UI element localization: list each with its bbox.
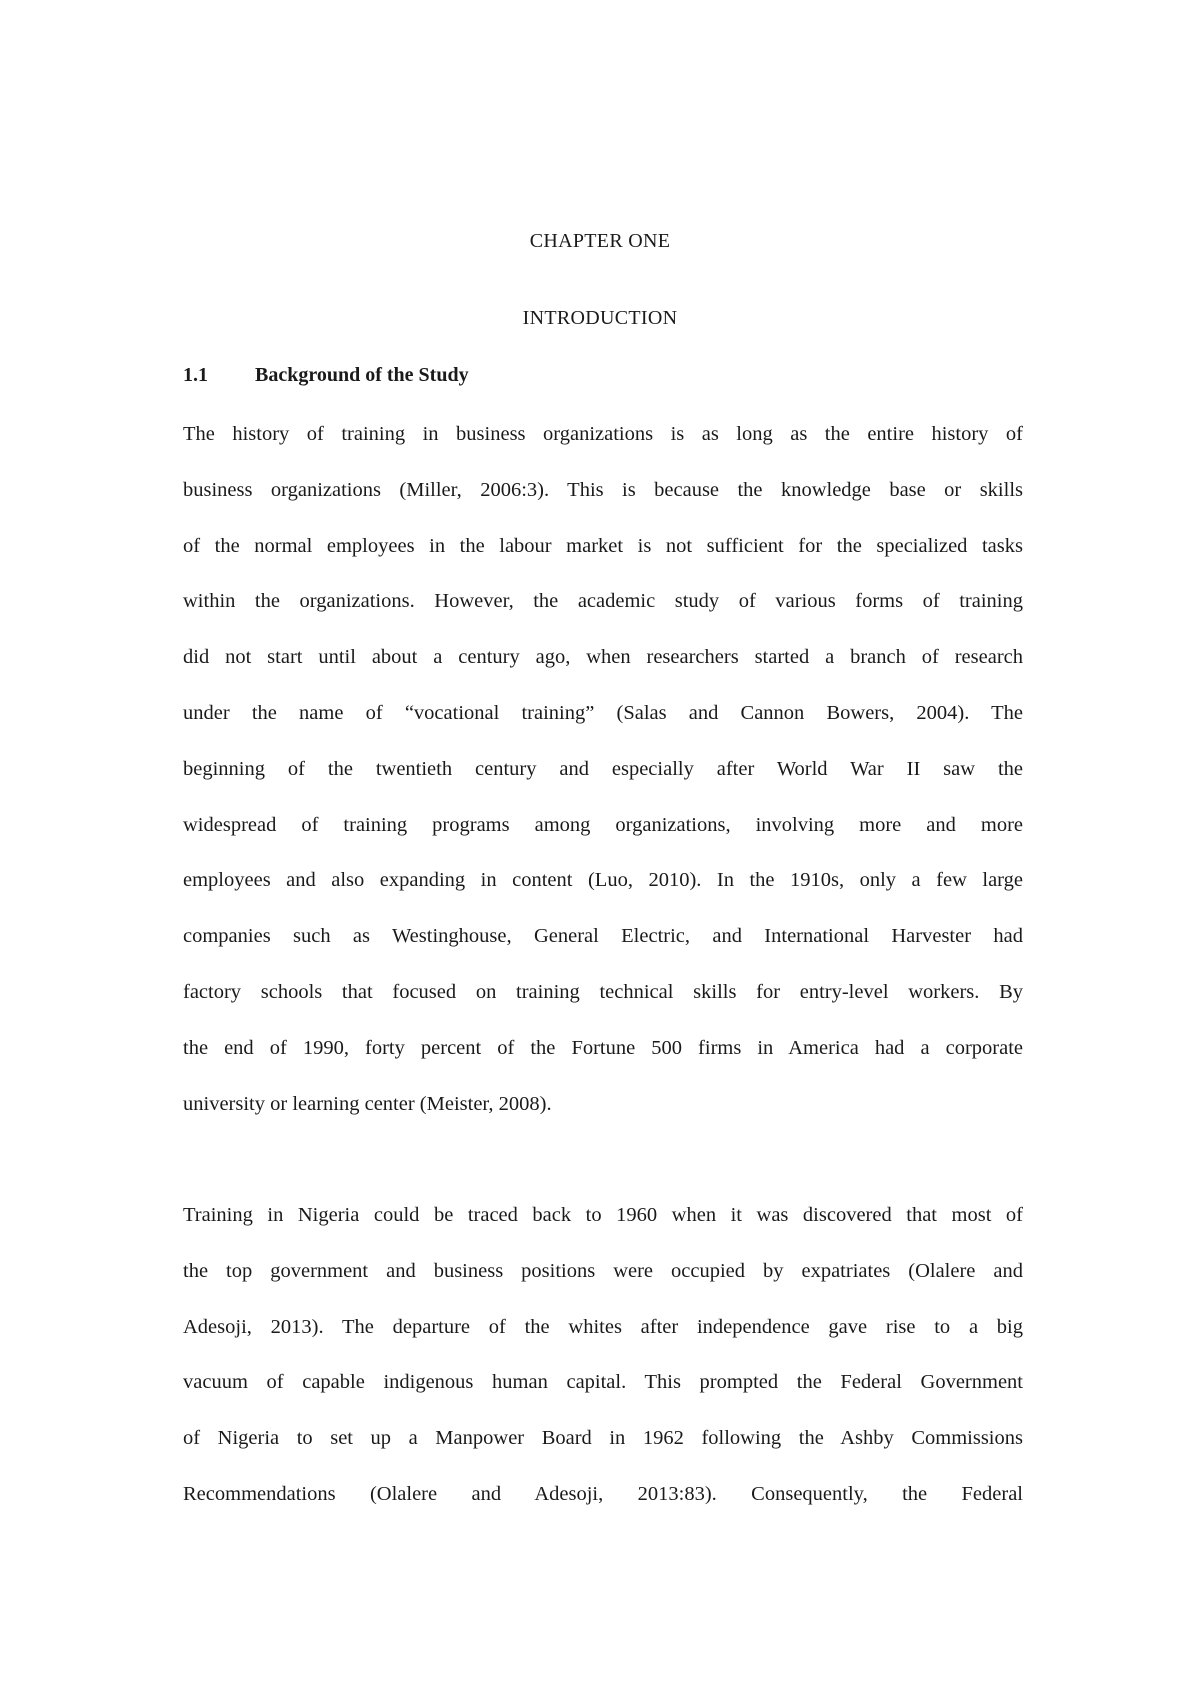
text-line: under the name of “vocational training” (Salas and Cannon Bowers, 2004). The — [183, 701, 1023, 724]
text-line: the end of 1990, forty percent of the Fortune 500 firms in America had a corporate — [183, 1036, 1023, 1059]
text-line: the top government and business positions were occupied by expatriates (Olalere and — [183, 1259, 1023, 1282]
text-line: Recommendations (Olalere and Adesoji, 2013:83). Consequently, the Federal — [183, 1482, 1023, 1505]
text-line: vacuum of capable indigenous human capital. This prompted the Federal Government — [183, 1371, 1023, 1394]
chapter-subtitle: INTRODUCTION — [522, 307, 678, 329]
text-line: Adesoji, 2013). The departure of the whites after independence gave rise to a big — [183, 1315, 1023, 1338]
section-title: Background of the Study — [255, 364, 469, 386]
text-line: beginning of the twentieth century and especially after World War II saw the — [183, 757, 1023, 780]
text-line: of Nigeria to set up a Manpower Board in 1962 following the Ashby Commissions — [183, 1427, 1023, 1450]
text-line: companies such as Westinghouse, General Electric, and International Harvester had — [183, 925, 1023, 948]
paragraph-2 — [183, 1188, 1023, 1523]
text-line: factory schools that focused on training technical skills for entry-level workers. By — [183, 980, 1023, 1003]
text-line: widespread of training programs among organizations, involving more and more — [183, 813, 1023, 836]
paragraph-1 — [183, 407, 1023, 1132]
text-line: The history of training in business organizations is as long as the entire history of — [183, 423, 1023, 445]
text-line: did not start until about a century ago, when researchers started a branch of research — [183, 646, 1023, 669]
text-line: Training in Nigeria could be traced back to 1960 when it was discovered that most of — [183, 1204, 1023, 1226]
chapter-title: CHAPTER ONE — [529, 230, 671, 252]
text-line: of the normal employees in the labour market is not sufficient for the specialized tasks — [183, 534, 1023, 557]
section-number: 1.1 — [183, 364, 208, 386]
text-line: university or learning center (Meister, 2008). — [183, 1092, 552, 1115]
text-line: within the organizations. However, the academic study of various forms of training — [183, 590, 1023, 613]
text-line: business organizations (Miller, 2006:3). This is because the knowledge base or skills — [183, 478, 1023, 501]
section-heading — [183, 364, 469, 387]
text-line: employees and also expanding in content (Luo, 2010). In the 1910s, only a few large — [183, 869, 1023, 892]
